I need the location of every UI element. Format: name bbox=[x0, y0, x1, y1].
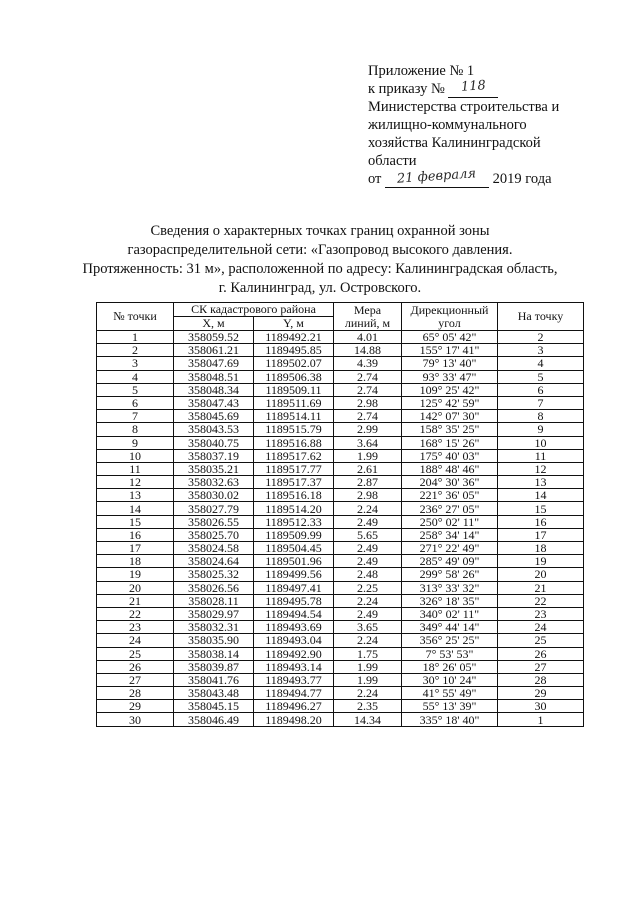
header-to-point: На точку bbox=[498, 303, 584, 331]
to-point-cell: 6 bbox=[498, 383, 584, 396]
y-coordinate-cell: 1189493.14 bbox=[254, 660, 334, 673]
line-length-cell: 2.24 bbox=[334, 594, 402, 607]
order-number-field bbox=[448, 78, 498, 98]
y-coordinate-cell: 1189517.62 bbox=[254, 449, 334, 462]
header-x: Х, м bbox=[174, 317, 254, 331]
header-line-length-l1: Мера bbox=[353, 302, 382, 317]
direction-angle-cell: 55° 13' 39" bbox=[402, 700, 498, 713]
table-row bbox=[97, 528, 584, 541]
header-line-length-l2: линий, м bbox=[344, 315, 391, 330]
point-number-cell: 18 bbox=[97, 555, 174, 568]
x-coordinate-cell: 358043.48 bbox=[174, 687, 254, 700]
table-header bbox=[97, 303, 584, 331]
table-row bbox=[97, 621, 584, 634]
to-point-cell: 2 bbox=[498, 331, 584, 344]
line-length-cell: 2.87 bbox=[334, 476, 402, 489]
table-body bbox=[97, 331, 584, 727]
to-point-cell: 23 bbox=[498, 607, 584, 620]
appendix-header bbox=[368, 62, 618, 188]
point-number-cell: 4 bbox=[97, 370, 174, 383]
y-coordinate-cell: 1189516.18 bbox=[254, 489, 334, 502]
point-number-cell: 11 bbox=[97, 462, 174, 475]
table-row bbox=[97, 423, 584, 436]
appendix-number: Приложение № 1 bbox=[368, 63, 475, 79]
title-line-2: газораспределительной сети: «Газопровод высокого давления. bbox=[127, 242, 513, 258]
table-row bbox=[97, 594, 584, 607]
x-coordinate-cell: 358043.53 bbox=[174, 423, 254, 436]
to-point-cell: 11 bbox=[498, 449, 584, 462]
table-row bbox=[97, 713, 584, 726]
x-coordinate-cell: 358041.76 bbox=[174, 673, 254, 686]
table-row bbox=[97, 687, 584, 700]
point-number-cell: 16 bbox=[97, 528, 174, 541]
order-prefix: к приказу № bbox=[368, 81, 445, 97]
direction-angle-cell: 175° 40' 03" bbox=[402, 449, 498, 462]
point-number-cell: 29 bbox=[97, 700, 174, 713]
to-point-cell: 8 bbox=[498, 410, 584, 423]
line-length-cell: 2.49 bbox=[334, 542, 402, 555]
y-coordinate-cell: 1189501.96 bbox=[254, 555, 334, 568]
table-row bbox=[97, 555, 584, 568]
y-coordinate-cell: 1189506.38 bbox=[254, 370, 334, 383]
y-coordinate-cell: 1189512.33 bbox=[254, 515, 334, 528]
x-coordinate-cell: 358027.79 bbox=[174, 502, 254, 515]
point-number-cell: 7 bbox=[97, 410, 174, 423]
order-number-handwritten: 118 bbox=[460, 78, 487, 95]
direction-angle-cell: 221° 36' 05" bbox=[402, 489, 498, 502]
header-line-length bbox=[334, 303, 402, 331]
table-row bbox=[97, 568, 584, 581]
line-length-cell: 5.65 bbox=[334, 528, 402, 541]
y-coordinate-cell: 1189492.21 bbox=[254, 331, 334, 344]
table-row bbox=[97, 673, 584, 686]
to-point-cell: 7 bbox=[498, 396, 584, 409]
x-coordinate-cell: 358047.69 bbox=[174, 357, 254, 370]
x-coordinate-cell: 358035.21 bbox=[174, 462, 254, 475]
table-row bbox=[97, 357, 584, 370]
title-line-3: Протяженность: 31 м», расположенной по адресу: Калининградская область, bbox=[82, 261, 558, 277]
x-coordinate-cell: 358032.63 bbox=[174, 476, 254, 489]
y-coordinate-cell: 1189497.41 bbox=[254, 581, 334, 594]
to-point-cell: 13 bbox=[498, 476, 584, 489]
y-coordinate-cell: 1189509.11 bbox=[254, 383, 334, 396]
table-row bbox=[97, 476, 584, 489]
table-row bbox=[97, 344, 584, 357]
line-length-cell: 2.61 bbox=[334, 462, 402, 475]
y-coordinate-cell: 1189514.20 bbox=[254, 502, 334, 515]
title-line-1: Сведения о характерных точках границ охранной зоны bbox=[150, 223, 490, 239]
line-length-cell: 1.99 bbox=[334, 673, 402, 686]
table-row bbox=[97, 647, 584, 660]
line-length-cell: 3.64 bbox=[334, 436, 402, 449]
to-point-cell: 14 bbox=[498, 489, 584, 502]
to-point-cell: 5 bbox=[498, 370, 584, 383]
to-point-cell: 15 bbox=[498, 502, 584, 515]
line-length-cell: 2.98 bbox=[334, 489, 402, 502]
point-number-cell: 19 bbox=[97, 568, 174, 581]
y-coordinate-cell: 1189517.77 bbox=[254, 462, 334, 475]
table-row bbox=[97, 660, 584, 673]
direction-angle-cell: 299° 58' 26" bbox=[402, 568, 498, 581]
x-coordinate-cell: 358025.70 bbox=[174, 528, 254, 541]
y-coordinate-cell: 1189517.37 bbox=[254, 476, 334, 489]
y-coordinate-cell: 1189493.69 bbox=[254, 621, 334, 634]
x-coordinate-cell: 358029.97 bbox=[174, 607, 254, 620]
x-coordinate-cell: 358037.19 bbox=[174, 449, 254, 462]
x-coordinate-cell: 358026.55 bbox=[174, 515, 254, 528]
direction-angle-cell: 93° 33' 47" bbox=[402, 370, 498, 383]
direction-angle-cell: 335° 18' 40" bbox=[402, 713, 498, 726]
x-coordinate-cell: 358024.58 bbox=[174, 542, 254, 555]
table-row bbox=[97, 383, 584, 396]
x-coordinate-cell: 358039.87 bbox=[174, 660, 254, 673]
to-point-cell: 12 bbox=[498, 462, 584, 475]
point-number-cell: 22 bbox=[97, 607, 174, 620]
to-point-cell: 26 bbox=[498, 647, 584, 660]
x-coordinate-cell: 358026.56 bbox=[174, 581, 254, 594]
line-length-cell: 2.25 bbox=[334, 581, 402, 594]
point-number-cell: 3 bbox=[97, 357, 174, 370]
line-length-cell: 2.49 bbox=[334, 515, 402, 528]
direction-angle-cell: 158° 35' 25" bbox=[402, 423, 498, 436]
x-coordinate-cell: 358046.49 bbox=[174, 713, 254, 726]
to-point-cell: 20 bbox=[498, 568, 584, 581]
line-length-cell: 1.75 bbox=[334, 647, 402, 660]
to-point-cell: 17 bbox=[498, 528, 584, 541]
line-length-cell: 2.99 bbox=[334, 423, 402, 436]
x-coordinate-cell: 358045.69 bbox=[174, 410, 254, 423]
y-coordinate-cell: 1189514.11 bbox=[254, 410, 334, 423]
point-number-cell: 24 bbox=[97, 634, 174, 647]
to-point-cell: 10 bbox=[498, 436, 584, 449]
direction-angle-cell: 326° 18' 35" bbox=[402, 594, 498, 607]
point-number-cell: 13 bbox=[97, 489, 174, 502]
point-number-cell: 26 bbox=[97, 660, 174, 673]
direction-angle-cell: 340° 02' 11" bbox=[402, 607, 498, 620]
ministry-line-2: жилищно-коммунального bbox=[368, 117, 527, 133]
line-length-cell: 2.74 bbox=[334, 370, 402, 383]
header-cadastral-system: СК кадастрового района bbox=[174, 303, 334, 317]
direction-angle-cell: 349° 44' 14" bbox=[402, 621, 498, 634]
date-line bbox=[368, 166, 618, 188]
to-point-cell: 9 bbox=[498, 423, 584, 436]
x-coordinate-cell: 358024.64 bbox=[174, 555, 254, 568]
to-point-cell: 22 bbox=[498, 594, 584, 607]
y-coordinate-cell: 1189509.99 bbox=[254, 528, 334, 541]
y-coordinate-cell: 1189502.07 bbox=[254, 357, 334, 370]
point-number-cell: 15 bbox=[97, 515, 174, 528]
ministry-line-1: Министерства строительства и bbox=[368, 99, 560, 115]
table-row bbox=[97, 436, 584, 449]
y-coordinate-cell: 1189492.90 bbox=[254, 647, 334, 660]
line-length-cell: 2.49 bbox=[334, 555, 402, 568]
to-point-cell: 27 bbox=[498, 660, 584, 673]
x-coordinate-cell: 358032.31 bbox=[174, 621, 254, 634]
point-number-cell: 25 bbox=[97, 647, 174, 660]
y-coordinate-cell: 1189504.45 bbox=[254, 542, 334, 555]
point-number-cell: 12 bbox=[97, 476, 174, 489]
date-handwritten: 21 февраля bbox=[397, 166, 477, 187]
order-line bbox=[368, 80, 618, 98]
point-number-cell: 9 bbox=[97, 436, 174, 449]
table-row bbox=[97, 700, 584, 713]
line-length-cell: 2.35 bbox=[334, 700, 402, 713]
point-number-cell: 14 bbox=[97, 502, 174, 515]
point-number-cell: 20 bbox=[97, 581, 174, 594]
header-point-number: № точки bbox=[97, 303, 174, 331]
direction-angle-cell: 65° 05' 42" bbox=[402, 331, 498, 344]
y-coordinate-cell: 1189511.69 bbox=[254, 396, 334, 409]
x-coordinate-cell: 358028.11 bbox=[174, 594, 254, 607]
table-row bbox=[97, 396, 584, 409]
to-point-cell: 3 bbox=[498, 344, 584, 357]
line-length-cell: 2.74 bbox=[334, 410, 402, 423]
point-number-cell: 1 bbox=[97, 331, 174, 344]
to-point-cell: 29 bbox=[498, 687, 584, 700]
direction-angle-cell: 313° 33' 32" bbox=[402, 581, 498, 594]
line-length-cell: 1.99 bbox=[334, 449, 402, 462]
line-length-cell: 14.88 bbox=[334, 344, 402, 357]
line-length-cell: 2.24 bbox=[334, 634, 402, 647]
line-length-cell: 3.65 bbox=[334, 621, 402, 634]
x-coordinate-cell: 358059.52 bbox=[174, 331, 254, 344]
x-coordinate-cell: 358045.15 bbox=[174, 700, 254, 713]
direction-angle-cell: 271° 22' 49" bbox=[402, 542, 498, 555]
y-coordinate-cell: 1189494.54 bbox=[254, 607, 334, 620]
direction-angle-cell: 109° 25' 42" bbox=[402, 383, 498, 396]
direction-angle-cell: 356° 25' 25" bbox=[402, 634, 498, 647]
direction-angle-cell: 168° 15' 26" bbox=[402, 436, 498, 449]
date-prefix: от bbox=[368, 171, 382, 187]
to-point-cell: 19 bbox=[498, 555, 584, 568]
line-length-cell: 2.24 bbox=[334, 687, 402, 700]
direction-angle-cell: 125° 42' 59" bbox=[402, 396, 498, 409]
to-point-cell: 18 bbox=[498, 542, 584, 555]
x-coordinate-cell: 358047.43 bbox=[174, 396, 254, 409]
table-row bbox=[97, 581, 584, 594]
x-coordinate-cell: 358061.21 bbox=[174, 344, 254, 357]
line-length-cell: 4.01 bbox=[334, 331, 402, 344]
line-length-cell: 14.34 bbox=[334, 713, 402, 726]
header-direction-angle-l2: угол bbox=[438, 315, 461, 330]
point-number-cell: 5 bbox=[97, 383, 174, 396]
direction-angle-cell: 285° 49' 09" bbox=[402, 555, 498, 568]
x-coordinate-cell: 358038.14 bbox=[174, 647, 254, 660]
y-coordinate-cell: 1189493.77 bbox=[254, 673, 334, 686]
direction-angle-cell: 142° 07' 30" bbox=[402, 410, 498, 423]
line-length-cell: 2.49 bbox=[334, 607, 402, 620]
point-number-cell: 6 bbox=[97, 396, 174, 409]
header-direction-angle bbox=[402, 303, 498, 331]
x-coordinate-cell: 358025.32 bbox=[174, 568, 254, 581]
y-coordinate-cell: 1189515.79 bbox=[254, 423, 334, 436]
direction-angle-cell: 41° 55' 49" bbox=[402, 687, 498, 700]
to-point-cell: 24 bbox=[498, 621, 584, 634]
y-coordinate-cell: 1189495.78 bbox=[254, 594, 334, 607]
direction-angle-cell: 155° 17' 41" bbox=[402, 344, 498, 357]
point-number-cell: 23 bbox=[97, 621, 174, 634]
table-row bbox=[97, 449, 584, 462]
table-row bbox=[97, 462, 584, 475]
table-row bbox=[97, 502, 584, 515]
to-point-cell: 1 bbox=[498, 713, 584, 726]
x-coordinate-cell: 358030.02 bbox=[174, 489, 254, 502]
direction-angle-cell: 18° 26' 05" bbox=[402, 660, 498, 673]
direction-angle-cell: 188° 48' 46" bbox=[402, 462, 498, 475]
table-row bbox=[97, 410, 584, 423]
header-y: Y, м bbox=[254, 317, 334, 331]
table-row bbox=[97, 370, 584, 383]
direction-angle-cell: 30° 10' 24" bbox=[402, 673, 498, 686]
y-coordinate-cell: 1189499.56 bbox=[254, 568, 334, 581]
table-row bbox=[97, 515, 584, 528]
to-point-cell: 28 bbox=[498, 673, 584, 686]
point-number-cell: 28 bbox=[97, 687, 174, 700]
x-coordinate-cell: 358035.90 bbox=[174, 634, 254, 647]
point-number-cell: 30 bbox=[97, 713, 174, 726]
table-row bbox=[97, 607, 584, 620]
y-coordinate-cell: 1189516.88 bbox=[254, 436, 334, 449]
point-number-cell: 21 bbox=[97, 594, 174, 607]
point-number-cell: 17 bbox=[97, 542, 174, 555]
x-coordinate-cell: 358048.34 bbox=[174, 383, 254, 396]
table-row bbox=[97, 489, 584, 502]
table-row bbox=[97, 634, 584, 647]
y-coordinate-cell: 1189498.20 bbox=[254, 713, 334, 726]
to-point-cell: 4 bbox=[498, 357, 584, 370]
title-line-4: г. Калининград, ул. Островского. bbox=[218, 280, 422, 296]
y-coordinate-cell: 1189495.85 bbox=[254, 344, 334, 357]
table-row bbox=[97, 542, 584, 555]
document-title bbox=[40, 222, 600, 298]
point-number-cell: 10 bbox=[97, 449, 174, 462]
y-coordinate-cell: 1189496.27 bbox=[254, 700, 334, 713]
line-length-cell: 2.48 bbox=[334, 568, 402, 581]
ministry-line-4: области bbox=[368, 153, 417, 169]
direction-angle-cell: 7° 53' 53" bbox=[402, 647, 498, 660]
line-length-cell: 4.39 bbox=[334, 357, 402, 370]
line-length-cell: 2.24 bbox=[334, 502, 402, 515]
line-length-cell: 2.98 bbox=[334, 396, 402, 409]
to-point-cell: 25 bbox=[498, 634, 584, 647]
direction-angle-cell: 79° 13' 40" bbox=[402, 357, 498, 370]
line-length-cell: 2.74 bbox=[334, 383, 402, 396]
x-coordinate-cell: 358048.51 bbox=[174, 370, 254, 383]
direction-angle-cell: 258° 34' 14" bbox=[402, 528, 498, 541]
date-field bbox=[385, 166, 489, 188]
table-row bbox=[97, 331, 584, 344]
ministry-line-3: хозяйства Калининградской bbox=[368, 135, 541, 151]
to-point-cell: 30 bbox=[498, 700, 584, 713]
date-year: 2019 года bbox=[492, 171, 552, 187]
point-number-cell: 27 bbox=[97, 673, 174, 686]
to-point-cell: 21 bbox=[498, 581, 584, 594]
to-point-cell: 16 bbox=[498, 515, 584, 528]
line-length-cell: 1.99 bbox=[334, 660, 402, 673]
point-number-cell: 2 bbox=[97, 344, 174, 357]
point-number-cell: 8 bbox=[97, 423, 174, 436]
direction-angle-cell: 250° 02' 11" bbox=[402, 515, 498, 528]
x-coordinate-cell: 358040.75 bbox=[174, 436, 254, 449]
y-coordinate-cell: 1189493.04 bbox=[254, 634, 334, 647]
y-coordinate-cell: 1189494.77 bbox=[254, 687, 334, 700]
boundary-points-table bbox=[96, 302, 584, 727]
direction-angle-cell: 236° 27' 05" bbox=[402, 502, 498, 515]
direction-angle-cell: 204° 30' 36" bbox=[402, 476, 498, 489]
header-direction-angle-l1: Дирекционный bbox=[410, 302, 489, 317]
